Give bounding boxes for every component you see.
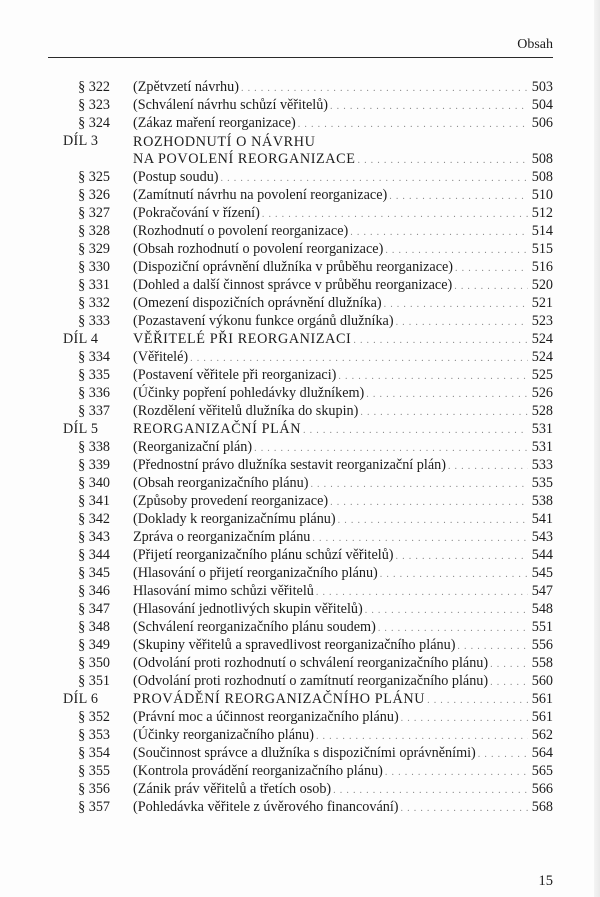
- dot-leader: [454, 280, 528, 294]
- toc-section-row: [0, 222, 600, 240]
- section-number: § 327: [78, 205, 110, 221]
- section-title: (Rozdělení věřitelů dlužníka do skupin): [133, 403, 359, 419]
- section-title: Zpráva o reorganizačním plánu: [133, 529, 311, 545]
- toc-section-row: [0, 546, 600, 564]
- toc-entry: [133, 726, 553, 744]
- page-reference: 510: [531, 187, 553, 203]
- section-number: § 347: [78, 601, 110, 617]
- page-reference: 508: [531, 151, 553, 167]
- page-reference: 545: [531, 565, 553, 581]
- dot-leader: [401, 712, 528, 726]
- section-title: (Zákaz maření reorganizace): [133, 115, 296, 131]
- section-number: § 341: [78, 493, 110, 509]
- toc-entry: [133, 294, 553, 312]
- section-number: § 352: [78, 709, 110, 725]
- section-title: (Hlasování jednotlivých skupin věřitelů): [133, 601, 363, 617]
- toc-entry: [133, 150, 553, 168]
- toc-entry: [133, 168, 553, 186]
- toc-section-row: [0, 582, 600, 600]
- section-title: (Zánik práv věřitelů a třetích osob): [133, 781, 332, 797]
- page-reference: 528: [531, 403, 553, 419]
- dot-leader: [365, 604, 528, 618]
- page-reference: 508: [531, 169, 553, 185]
- toc-entry: [133, 744, 553, 762]
- dot-leader: [385, 244, 528, 258]
- section-number: § 338: [78, 439, 110, 455]
- page-reference: 558: [531, 655, 553, 671]
- section-number: § 323: [78, 97, 110, 113]
- page-reference: 568: [531, 799, 553, 815]
- section-title: (Hlasování o přijetí reorganizačního plánu): [133, 565, 378, 581]
- section-number: § 350: [78, 655, 110, 671]
- section-number: § 329: [78, 241, 110, 257]
- toc-section-row: [0, 618, 600, 636]
- dot-leader: [396, 316, 528, 330]
- toc-section-row: [0, 654, 600, 672]
- section-number: § 322: [78, 79, 110, 95]
- toc-division-row: [0, 330, 600, 348]
- dot-leader: [338, 514, 528, 528]
- dot-leader: [190, 352, 528, 366]
- page-reference: 512: [531, 205, 553, 221]
- section-title: (Odvolání proti rozhodnutí o schválení reorganizačního plánu): [133, 655, 489, 671]
- section-title: (Způsoby provedení reorganizace): [133, 493, 329, 509]
- toc-section-row: [0, 240, 600, 258]
- toc-entry: [133, 690, 553, 708]
- toc-entry: [133, 564, 553, 582]
- dot-leader: [221, 172, 528, 186]
- section-title: (Pokračování v řízení): [133, 205, 260, 221]
- toc-entry: [133, 474, 553, 492]
- toc-entry: [133, 600, 553, 618]
- section-number: § 344: [78, 547, 110, 563]
- toc-entry: [133, 798, 553, 816]
- toc-division-row: [0, 150, 600, 168]
- section-title: (Obsah rozhodnutí o povolení reorganizace): [133, 241, 384, 257]
- toc-section-row: [0, 78, 600, 96]
- page-reference: 561: [531, 709, 553, 725]
- toc-section-row: [0, 762, 600, 780]
- toc-entry: [133, 78, 553, 96]
- toc-section-row: [0, 204, 600, 222]
- toc-entry: [133, 240, 553, 258]
- dot-leader: [384, 298, 528, 312]
- toc-entry: [133, 96, 553, 114]
- division-label: DÍL 6: [63, 691, 99, 707]
- toc-entry: [133, 420, 553, 438]
- toc-section-row: [0, 348, 600, 366]
- section-number: § 355: [78, 763, 110, 779]
- toc-section-row: [0, 780, 600, 798]
- toc-entry: [133, 222, 553, 240]
- toc-entry: [133, 186, 553, 204]
- toc-entry: [133, 582, 553, 600]
- toc-entry: [133, 312, 553, 330]
- toc-section-row: [0, 384, 600, 402]
- toc-entry: [133, 276, 553, 294]
- toc-section-row: [0, 798, 600, 816]
- toc-entry: [133, 402, 553, 420]
- toc-entry: [133, 708, 553, 726]
- dot-leader: [380, 568, 528, 582]
- dot-leader: [310, 478, 528, 492]
- page-reference: 564: [531, 745, 553, 761]
- section-title: (Právní moc a účinnost reorganizačního plánu): [133, 709, 399, 725]
- toc-section-row: [0, 438, 600, 456]
- division-label: DÍL 4: [63, 331, 99, 347]
- division-title: VĚŘITELÉ PŘI REORGANIZACI: [133, 331, 352, 347]
- page-number: 15: [538, 873, 553, 889]
- section-number: § 348: [78, 619, 110, 635]
- section-number: § 324: [78, 115, 110, 131]
- page-reference: 531: [531, 439, 553, 455]
- dot-leader: [316, 730, 528, 744]
- toc-entry: [133, 672, 553, 690]
- section-number: § 339: [78, 457, 110, 473]
- page-reference: 514: [531, 223, 553, 239]
- table-of-contents: [0, 78, 600, 816]
- dot-leader: [478, 748, 528, 762]
- section-number: § 343: [78, 529, 110, 545]
- toc-section-row: [0, 636, 600, 654]
- page-reference: 544: [531, 547, 553, 563]
- section-title: (Dohled a další činnost správce v průběhu reorganizace): [133, 277, 453, 293]
- dot-leader: [427, 694, 528, 708]
- header-rule: [48, 57, 553, 58]
- section-number: § 336: [78, 385, 110, 401]
- toc-section-row: [0, 294, 600, 312]
- section-number: § 325: [78, 169, 110, 185]
- division-title: PROVÁDĚNÍ REORGANIZAČNÍHO PLÁNU: [133, 691, 426, 707]
- toc-section-row: [0, 258, 600, 276]
- dot-leader: [490, 658, 528, 672]
- toc-division-row: [0, 132, 600, 150]
- page-reference: 533: [531, 457, 553, 473]
- page-reference: 516: [531, 259, 553, 275]
- section-number: § 349: [78, 637, 110, 653]
- section-title: (Součinnost správce a dlužníka s dispozičními oprávněními): [133, 745, 476, 761]
- section-title: (Odvolání proti rozhodnutí o zamítnutí reorganizačního plánu): [133, 673, 489, 689]
- section-title: (Omezení dispozičních oprávnění dlužníka): [133, 295, 382, 311]
- toc-entry: [133, 762, 553, 780]
- section-number: § 333: [78, 313, 110, 329]
- section-title: (Obsah reorganizačního plánu): [133, 475, 309, 491]
- section-number: § 331: [78, 277, 110, 293]
- dot-leader: [457, 640, 528, 654]
- page-reference: 521: [531, 295, 553, 311]
- toc-entry: [133, 348, 553, 366]
- toc-section-row: [0, 186, 600, 204]
- dot-leader: [241, 82, 528, 96]
- toc-section-row: [0, 474, 600, 492]
- page-reference: 560: [531, 673, 553, 689]
- toc-section-row: [0, 114, 600, 132]
- toc-section-row: [0, 366, 600, 384]
- page-reference: 565: [531, 763, 553, 779]
- toc-section-row: [0, 672, 600, 690]
- section-title: (Reorganizační plán): [133, 439, 253, 455]
- page-reference: 504: [531, 97, 553, 113]
- dot-leader: [262, 208, 528, 222]
- toc-entry: [133, 780, 553, 798]
- dot-leader: [316, 586, 528, 600]
- page-reference: 525: [531, 367, 553, 383]
- toc-entry: [133, 546, 553, 564]
- division-label: DÍL 3: [63, 133, 99, 149]
- page-reference: 547: [531, 583, 553, 599]
- page-reference: 524: [531, 349, 553, 365]
- toc-entry: [133, 654, 553, 672]
- page-reference: 506: [531, 115, 553, 131]
- page-reference: 520: [531, 277, 553, 293]
- section-number: § 356: [78, 781, 110, 797]
- toc-section-row: [0, 600, 600, 618]
- toc-section-row: [0, 564, 600, 582]
- section-title: (Pozastavení výkonu funkce orgánů dlužníka): [133, 313, 394, 329]
- dot-leader: [448, 460, 528, 474]
- section-number: § 340: [78, 475, 110, 491]
- page-reference: 524: [531, 331, 553, 347]
- page-reference: 548: [531, 601, 553, 617]
- dot-leader: [378, 622, 528, 636]
- dot-leader: [298, 118, 528, 132]
- toc-entry: [133, 384, 553, 402]
- toc-section-row: [0, 312, 600, 330]
- section-number: § 334: [78, 349, 110, 365]
- toc-section-row: [0, 492, 600, 510]
- dot-leader: [385, 766, 528, 780]
- page-reference: 562: [531, 727, 553, 743]
- page-reference: 515: [531, 241, 553, 257]
- toc-division-row: [0, 690, 600, 708]
- dot-leader: [254, 442, 528, 456]
- dot-leader: [330, 496, 528, 510]
- dot-leader: [350, 226, 528, 240]
- page-reference: 556: [531, 637, 553, 653]
- toc-section-row: [0, 456, 600, 474]
- page-reference: 551: [531, 619, 553, 635]
- dot-leader: [366, 388, 528, 402]
- section-number: § 354: [78, 745, 110, 761]
- toc-entry: [133, 366, 553, 384]
- section-title: (Účinky reorganizačního plánu): [133, 727, 314, 743]
- section-title: (Přednostní právo dlužníka sestavit reorganizační plán): [133, 457, 446, 473]
- page-reference: 523: [531, 313, 553, 329]
- section-number: § 328: [78, 223, 110, 239]
- dot-leader: [333, 784, 528, 798]
- section-number: § 342: [78, 511, 110, 527]
- toc-section-row: [0, 510, 600, 528]
- section-title: (Schválení reorganizačního plánu soudem): [133, 619, 376, 635]
- dot-leader: [396, 550, 528, 564]
- dot-leader: [389, 190, 528, 204]
- section-title: (Skupiny věřitelů a spravedlivost reorganizačního plánu): [133, 637, 456, 653]
- dot-leader: [338, 370, 528, 384]
- toc-entry: [133, 456, 553, 474]
- toc-section-row: [0, 726, 600, 744]
- section-number: § 353: [78, 727, 110, 743]
- toc-entry: [133, 528, 553, 546]
- section-title: (Účinky popření pohledávky dlužníkem): [133, 385, 365, 401]
- division-label: DÍL 5: [63, 421, 99, 437]
- section-title: (Pohledávka věřitele z úvěrového financování): [133, 799, 399, 815]
- dot-leader: [353, 334, 528, 348]
- dot-leader: [401, 802, 528, 816]
- toc-section-row: [0, 402, 600, 420]
- section-title: (Postavení věřitele při reorganizaci): [133, 367, 337, 383]
- section-number: § 326: [78, 187, 110, 203]
- page-reference: 526: [531, 385, 553, 401]
- page-reference: 543: [531, 529, 553, 545]
- toc-entry: [133, 636, 553, 654]
- section-title: (Doklady k reorganizačnímu plánu): [133, 511, 336, 527]
- dot-leader: [312, 532, 528, 546]
- toc-section-row: [0, 276, 600, 294]
- section-title: (Zpětvzetí návrhu): [133, 79, 239, 95]
- section-title: (Přijetí reorganizačního plánu schůzí věřitelů): [133, 547, 394, 563]
- section-title: Hlasování mimo schůzi věřitelů: [133, 583, 314, 599]
- section-number: § 335: [78, 367, 110, 383]
- dot-leader: [490, 676, 528, 690]
- section-title: (Schválení návrhu schůzí věřitelů): [133, 97, 329, 113]
- page-reference: 538: [531, 493, 553, 509]
- page-reference: 566: [531, 781, 553, 797]
- dot-leader: [303, 424, 528, 438]
- toc-entry: [133, 330, 553, 348]
- dot-leader: [330, 100, 528, 114]
- toc-entry: [133, 438, 553, 456]
- section-title: (Postup soudu): [133, 169, 219, 185]
- toc-entry: [133, 114, 553, 132]
- section-number: § 351: [78, 673, 110, 689]
- toc-entry: [133, 492, 553, 510]
- section-number: § 337: [78, 403, 110, 419]
- section-number: § 357: [78, 799, 110, 815]
- toc-entry: [133, 618, 553, 636]
- page-reference: 535: [531, 475, 553, 491]
- section-title: (Dispoziční oprávnění dlužníka v průběhu reorganizace): [133, 259, 454, 275]
- toc-entry: [133, 510, 553, 528]
- page-reference: 541: [531, 511, 553, 527]
- toc-entry: [133, 132, 553, 151]
- toc-section-row: [0, 528, 600, 546]
- toc-section-row: [0, 744, 600, 762]
- division-title: REORGANIZAČNÍ PLÁN: [133, 421, 302, 437]
- toc-entry: [133, 258, 553, 276]
- section-number: § 346: [78, 583, 110, 599]
- section-title: (Kontrola provádění reorganizačního plánu): [133, 763, 383, 779]
- section-number: § 330: [78, 259, 110, 275]
- toc-section-row: [0, 96, 600, 114]
- toc-division-row: [0, 420, 600, 438]
- division-title: ROZHODNUTÍ O NÁVRHU: [133, 134, 316, 150]
- section-number: § 345: [78, 565, 110, 581]
- section-number: § 332: [78, 295, 110, 311]
- section-title: (Věřitelé): [133, 349, 189, 365]
- page-reference: 561: [531, 691, 553, 707]
- dot-leader: [455, 262, 528, 276]
- running-head: Obsah: [517, 37, 553, 52]
- toc-section-row: [0, 168, 600, 186]
- page-reference: 531: [531, 421, 553, 437]
- dot-leader: [357, 154, 528, 168]
- toc-entry: [133, 204, 553, 222]
- toc-section-row: [0, 708, 600, 726]
- division-title: NA POVOLENÍ REORGANIZACE: [133, 151, 356, 167]
- dot-leader: [317, 132, 528, 146]
- section-title: (Zamítnutí návrhu na povolení reorganizace): [133, 187, 388, 203]
- page-reference: 503: [531, 79, 553, 95]
- dot-leader: [360, 406, 528, 420]
- section-title: (Rozhodnutí o povolení reorganizace): [133, 223, 349, 239]
